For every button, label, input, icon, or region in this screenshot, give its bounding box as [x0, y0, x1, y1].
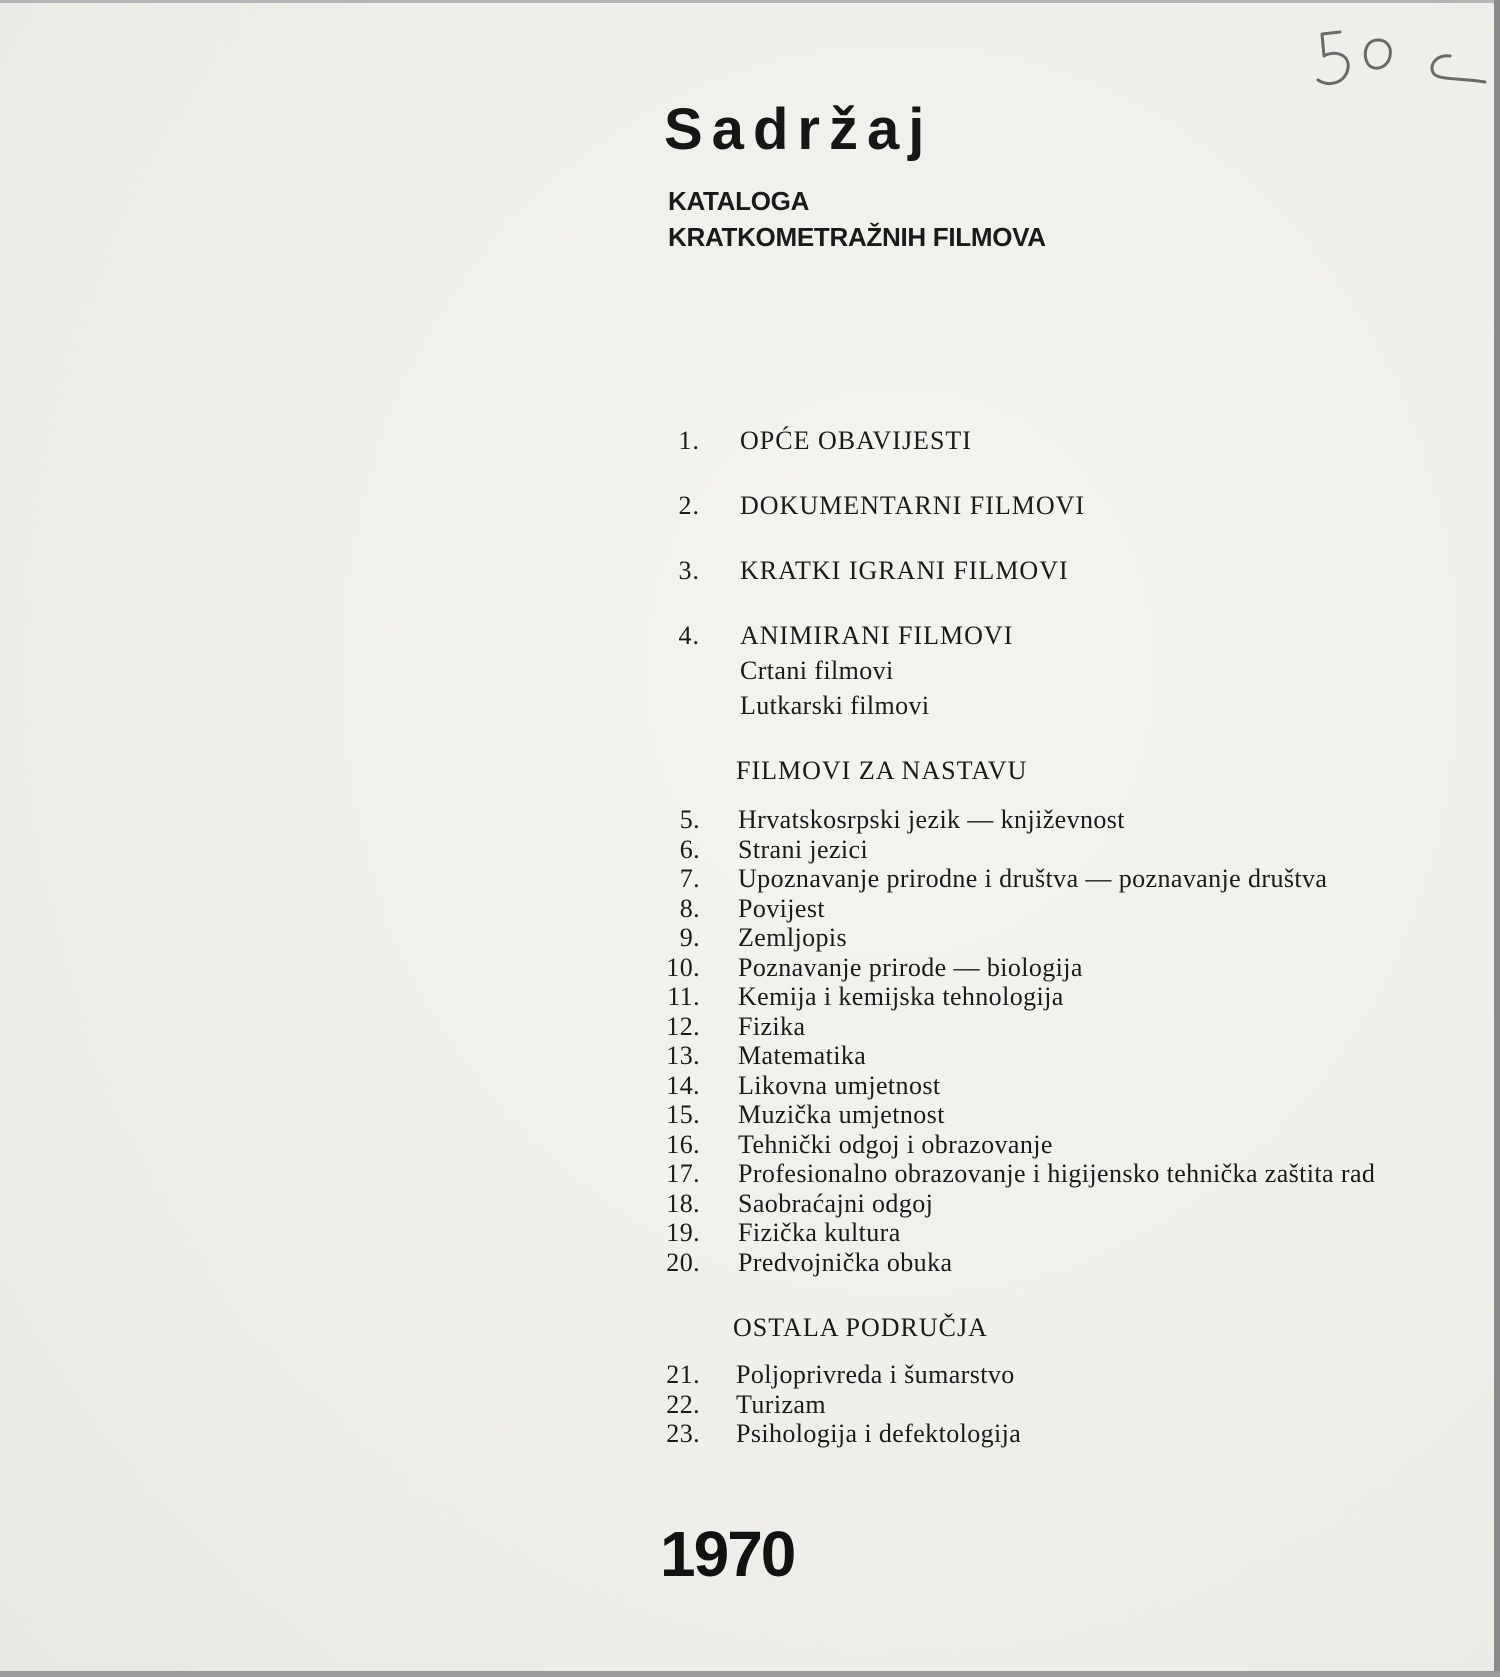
toc-subitem: Crtani filmovi [740, 656, 894, 685]
toc-item-label: ANIMIRANI FILMOVI [740, 621, 1014, 650]
handwritten-price-note [1310, 10, 1495, 100]
toc-item-number: 14. [666, 1070, 700, 1100]
toc-item-number: 19. [666, 1218, 700, 1247]
toc-item-number: 23. [666, 1419, 700, 1448]
toc-item-number: 8. [679, 893, 700, 923]
toc-item-label: Profesionalno obrazovanje i higijensko tehnička zaštita rad [738, 1159, 1376, 1188]
scan-edge-bottom [0, 1671, 1500, 1677]
toc-item-label: Turizam [736, 1389, 826, 1419]
toc-item-number: 9. [679, 923, 700, 952]
subtitle-short-films: KRATKOMETRAŽNIH FILMOVA [668, 222, 1046, 252]
scan-edge-right [1494, 0, 1500, 1677]
toc-item-number: 15. [666, 1100, 700, 1129]
toc-item-number: 6. [679, 834, 700, 864]
toc-item-number: 10. [666, 952, 700, 982]
toc-item-label: Hrvatskosrpski jezik — književnost [738, 805, 1125, 834]
toc-item-label: Predvojnička obuka [738, 1247, 953, 1277]
toc-item-number: 5. [679, 805, 700, 834]
toc-item-number: 1. [678, 426, 700, 455]
scan-edge-top [0, 0, 1500, 3]
toc-item-number: 21. [666, 1360, 700, 1389]
toc-item-label: Poznavanje prirode — biologija [738, 952, 1083, 982]
toc-item-number: 12. [666, 1011, 700, 1041]
toc-item-label: Saobraćajni odgoj [738, 1188, 934, 1218]
page-title: Sadržaj [664, 97, 934, 162]
toc-item-label: Psihologija i defektologija [736, 1419, 1022, 1448]
toc-item-label: OPĆE OBAVIJESTI [740, 426, 972, 455]
toc-item-number: 3. [678, 556, 700, 585]
toc-item-label: Poljoprivreda i šumarstvo [736, 1360, 1015, 1389]
toc-item-number: 18. [666, 1188, 700, 1218]
toc-item-number: 16. [666, 1129, 700, 1159]
toc-item-label: Fizička kultura [738, 1218, 901, 1247]
toc-item-label: Kemija i kemijska tehnologija [738, 982, 1064, 1011]
toc-subitem: Lutkarski filmovi [740, 691, 930, 720]
toc-item-label: DOKUMENTARNI FILMOVI [740, 491, 1086, 520]
toc-item-number: 4. [678, 621, 700, 650]
toc-item-number: 22. [666, 1389, 700, 1419]
toc-item-label: Strani jezici [738, 834, 869, 864]
section-heading-nastava: FILMOVI ZA NASTAVU [736, 756, 1028, 785]
toc-item-label: Matematika [738, 1041, 867, 1070]
toc-item-label: KRATKI IGRANI FILMOVI [740, 556, 1069, 585]
toc-item-number: 2. [678, 491, 700, 520]
toc-item-label: Muzička umjetnost [738, 1100, 945, 1129]
publication-year: 1970 [660, 1518, 795, 1590]
section-heading-ostala: OSTALA PODRUČJA [733, 1313, 988, 1342]
toc-item-label: Likovna umjetnost [738, 1070, 941, 1100]
toc-item-number: 7. [679, 864, 700, 893]
toc-item-label: Fizika [738, 1011, 806, 1041]
toc-item-number: 20. [666, 1247, 700, 1277]
toc-item-number: 11. [667, 982, 700, 1011]
toc-item-label: Tehnički odgoj i obrazovanje [738, 1129, 1053, 1159]
toc-item-number: 17. [666, 1159, 700, 1188]
toc-item-number: 13. [666, 1041, 700, 1070]
toc-item-label: Povijest [738, 893, 825, 923]
toc-item-label: Upoznavanje prirodne i društva — poznavanje društva [738, 864, 1328, 893]
toc-item-label: Zemljopis [738, 923, 848, 952]
subtitle-catalog: KATALOGA [668, 186, 810, 216]
